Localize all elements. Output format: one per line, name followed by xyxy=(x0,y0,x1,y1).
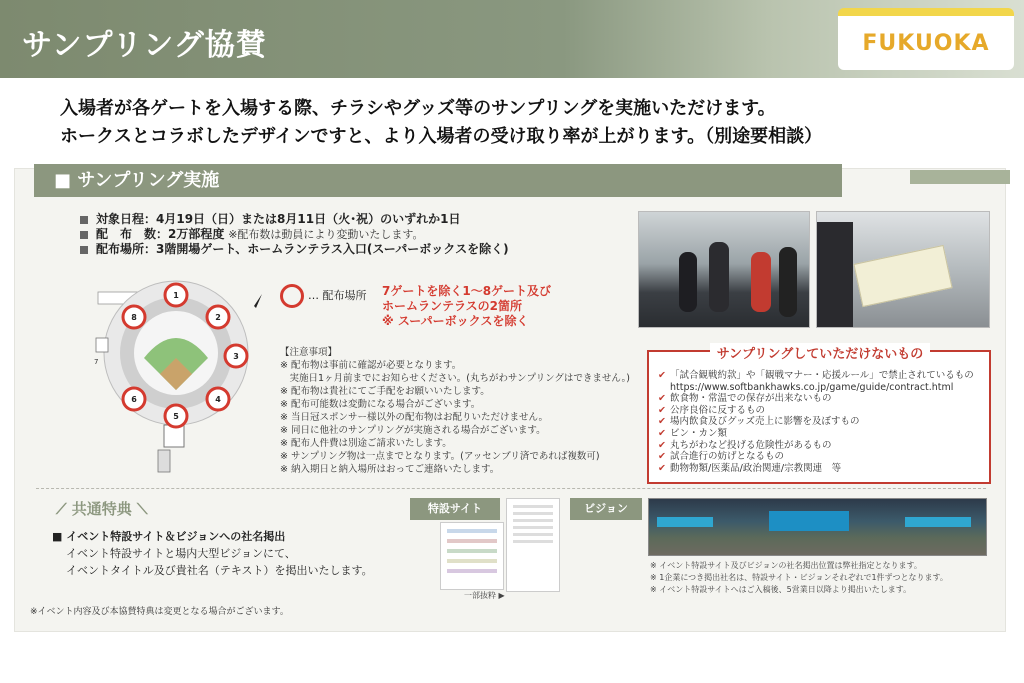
prohibited-list xyxy=(658,370,974,474)
north-arrow-icon xyxy=(254,294,262,308)
check-icon: ✔ xyxy=(658,462,666,474)
legend-line-2: ホームランテラスの2箇所 xyxy=(382,299,522,313)
footnote: ※イベント内容及び本協賛特典は変更となる場合がございます。 xyxy=(30,607,289,617)
prohibited-item: ✔ ビン・カン類 xyxy=(658,427,727,439)
info-qty: 配 布 数：2万部程度 xyxy=(96,227,225,241)
sparkle-icon: ⟍ xyxy=(131,500,148,518)
site-caption: 一部抜粋 ▶ xyxy=(464,591,505,600)
legend-line-3: ※ スーパーボックスを除く xyxy=(382,314,529,328)
gate-num-8: 8 xyxy=(131,313,137,322)
prohibited-item: ✔ 公序良俗に反するもの xyxy=(658,404,765,416)
check-icon: ✔ xyxy=(658,451,666,463)
info-date: 対象日程：4月19日（日）または8月11日（火･祝）のいずれか1日 xyxy=(96,212,461,226)
distribution-legend-icon xyxy=(280,284,304,308)
prohibited-item: ✔ 試合進行の妨げとなるもの xyxy=(658,451,784,463)
intro-line-2: ホークスとコラボしたデザインですと、より入場者の受け取り率が上がります。（別途要相談） xyxy=(60,126,823,147)
intro-line-1: 入場者が各ゲートを入場する際、チラシやグッズ等のサンプリングを実施いただけます。 xyxy=(60,98,776,119)
page-title: サンプリング協賛 xyxy=(22,28,267,63)
square-bullet-icon xyxy=(80,231,88,239)
common-desc-2: イベントタイトル及び貴社名（テキスト）を掲出いたします。 xyxy=(66,564,373,577)
common-benefit-desc xyxy=(52,528,373,579)
gate-7-label: 7 xyxy=(94,358,99,366)
legend-description xyxy=(382,284,551,329)
site-thumb-1 xyxy=(440,522,504,590)
note-item: ※ 納入期日と納入場所はおってご連絡いたします。 xyxy=(280,464,500,475)
intro-text xyxy=(60,95,822,151)
gate-num-4: 4 xyxy=(215,395,221,404)
sampling-photo-1 xyxy=(638,211,810,328)
gate-num-5: 5 xyxy=(173,412,179,421)
gate-num-6: 6 xyxy=(131,395,137,404)
notes-list xyxy=(280,346,630,476)
check-icon: ✔ xyxy=(658,427,666,439)
decor-strip xyxy=(910,170,1010,184)
note-item: ※ サンプリング物は一点までとなります。(アッセンブリ済であれば複数可) xyxy=(280,451,600,462)
prohibited-title: サンプリングしていただけないもの xyxy=(710,343,930,362)
section-heading: ■ サンプリング実施 xyxy=(34,164,842,197)
prohibited-item: ✔ 飲食物・常温での保存が出来ないもの xyxy=(658,393,832,405)
vision-note: ※ 1企業につき掲出社名は、特設サイト・ビジョンそれぞれで1件ずつとなります。 xyxy=(650,573,948,582)
prohibited-item: ✔ 丸ちがわなど投げる危険性があるもの xyxy=(658,439,832,451)
sampling-photo-2 xyxy=(816,211,990,328)
city-badge: FUKUOKA xyxy=(838,8,1014,70)
prohibited-item: ✔ 場内飲食及びグッズ売上に影響を及ぼすもの xyxy=(658,416,860,428)
check-icon: ✔ xyxy=(658,439,666,451)
note-item: ※ 同日に他社のサンプリングが実施される場合がございます。 xyxy=(280,425,546,436)
site-tag: 特設サイト xyxy=(410,498,500,520)
sparkle-icon: ⟋ xyxy=(56,500,72,518)
info-qty-row xyxy=(80,227,509,242)
check-icon: ✔ xyxy=(658,370,666,381)
common-benefit-title: ⟋ 共通特典 ⟍ xyxy=(56,500,148,518)
info-place: 配布場所：3階開場ゲート、ホームランテラス入口(スーパーボックスを除く) xyxy=(96,242,509,256)
note-item: ※ 配布物は貴社にてご手配をお願いいたします。 xyxy=(280,386,490,397)
note-item: ※ 配布可能数は変動になる場合がございます。 xyxy=(280,399,481,410)
prohibited-item: https://www.softbankhawks.co.jp/game/guide/contract.html xyxy=(670,381,954,393)
vision-note: ※ イベント特設サイトへはご入稿後、5営業日以降より掲出いたします。 xyxy=(650,585,912,594)
site-thumb-2 xyxy=(506,498,560,592)
prohibited-item: ✔ 「試合観戦約款」や「観戦マナー・応援ルール」で禁止されているもの xyxy=(658,370,974,381)
square-bullet-icon xyxy=(80,216,88,224)
gate-num-1: 1 xyxy=(173,291,179,300)
check-icon: ✔ xyxy=(658,416,666,428)
gate-num-3: 3 xyxy=(233,352,239,361)
note-item: ※ 配布人件費は別途ご請求いたします。 xyxy=(280,438,452,449)
stadium-map xyxy=(84,278,274,478)
info-qty-note: ※配布数は動員により変動いたします。 xyxy=(228,228,424,241)
vision-tag: ビジョン xyxy=(570,498,642,520)
note-item: ※ 当日冠スポンサー様以外の配布物はお配りいただけません。 xyxy=(280,412,549,423)
info-date-row xyxy=(80,212,509,227)
sampling-info xyxy=(80,212,509,257)
section-divider xyxy=(36,488,986,489)
common-item: ■ イベント特設サイト＆ビジョンへの社名掲出 xyxy=(52,530,286,543)
note-item: 実施日1ヶ月前までにお知らせください。(丸ちがわサンプリングはできません。) xyxy=(280,373,630,384)
prohibited-item: ✔ 動物物類/医薬品/政治関連/宗教関連 等 xyxy=(658,462,842,474)
note-item: ※ 配布物は事前に確認が必要となります。 xyxy=(280,360,462,371)
legend-line-1: 7ゲートを除く1～8ゲート及び xyxy=(382,284,552,298)
vision-photo xyxy=(648,498,987,556)
vision-note: ※ イベント特設サイト及びビジョンの社名掲出位置は弊社指定となります。 xyxy=(650,561,922,570)
gate-num-2: 2 xyxy=(215,313,221,322)
square-bullet-icon xyxy=(80,246,88,254)
info-place-row xyxy=(80,242,509,257)
legend-label: … 配布場所 xyxy=(308,289,367,302)
check-icon: ✔ xyxy=(658,393,666,405)
common-desc-1: イベント特設サイトと場内大型ビジョンにて、 xyxy=(66,547,296,560)
vision-notes xyxy=(650,560,948,596)
check-icon: ✔ xyxy=(658,404,666,416)
notes-heading: 【注意事項】 xyxy=(280,347,338,358)
